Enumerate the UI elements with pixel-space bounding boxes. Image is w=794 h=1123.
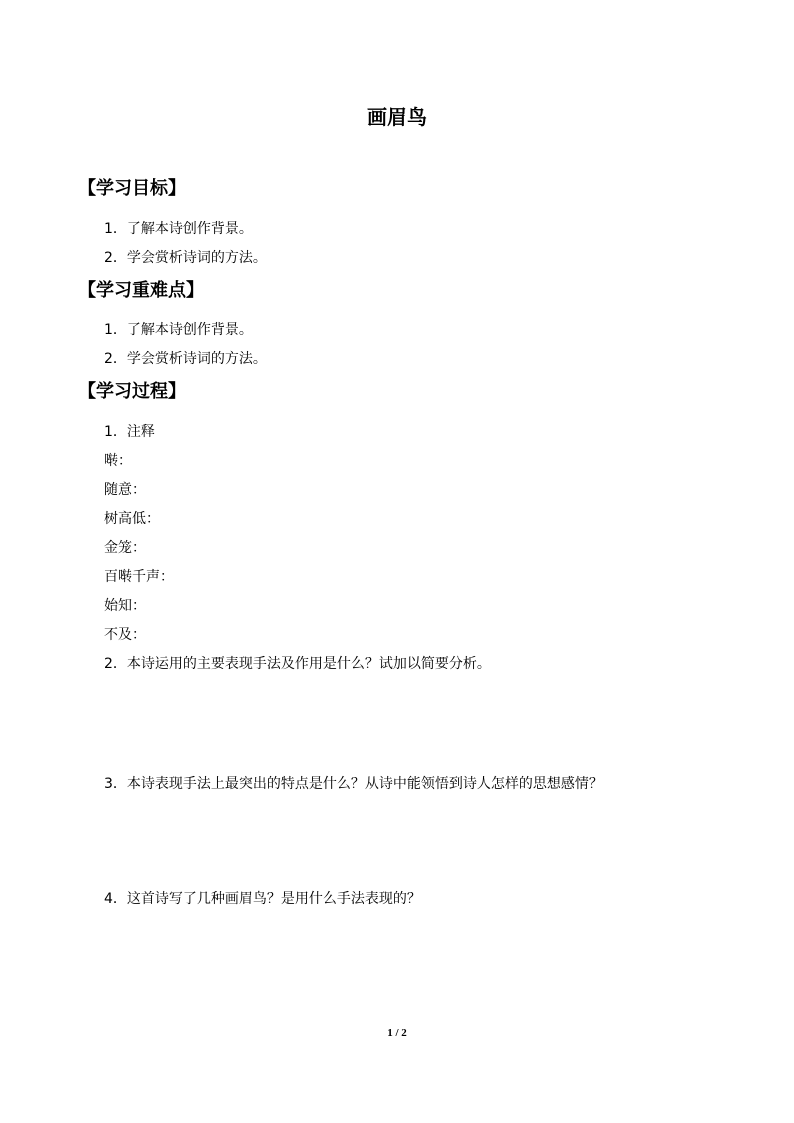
annotation-term: 始知： <box>104 598 146 614</box>
key-point-item: 1．了解本诗创作背景。 <box>104 322 253 338</box>
annotation-term: 啭： <box>104 453 132 469</box>
annotation-term: 随意： <box>104 482 146 498</box>
objective-item: 1．了解本诗创作背景。 <box>104 221 253 237</box>
question-item: 4．这首诗写了几种画眉鸟？是用什么手法表现的？ <box>104 891 421 907</box>
question-item: 2．本诗运用的主要表现手法及作用是什么？试加以简要分析。 <box>104 656 491 672</box>
question-item: 3．本诗表现手法上最突出的特点是什么？从诗中能领悟到诗人怎样的思想感情？ <box>104 776 603 792</box>
annotation-term: 树高低： <box>104 511 160 527</box>
section-heading-process: 【学习过程】 <box>78 381 186 402</box>
annotation-term: 百啭千声： <box>104 569 174 585</box>
page-number: 1 / 2 <box>387 1027 407 1039</box>
page-title: 画眉鸟 <box>367 105 427 129</box>
process-item-notes: 1．注释 <box>104 424 155 440</box>
section-heading-key-points: 【学习重难点】 <box>78 280 204 301</box>
annotation-term: 不及： <box>104 627 146 643</box>
annotation-term: 金笼： <box>104 540 146 556</box>
objective-item: 2．学会赏析诗词的方法。 <box>104 250 267 266</box>
key-point-item: 2．学会赏析诗词的方法。 <box>104 351 267 367</box>
section-heading-objectives: 【学习目标】 <box>78 178 186 199</box>
